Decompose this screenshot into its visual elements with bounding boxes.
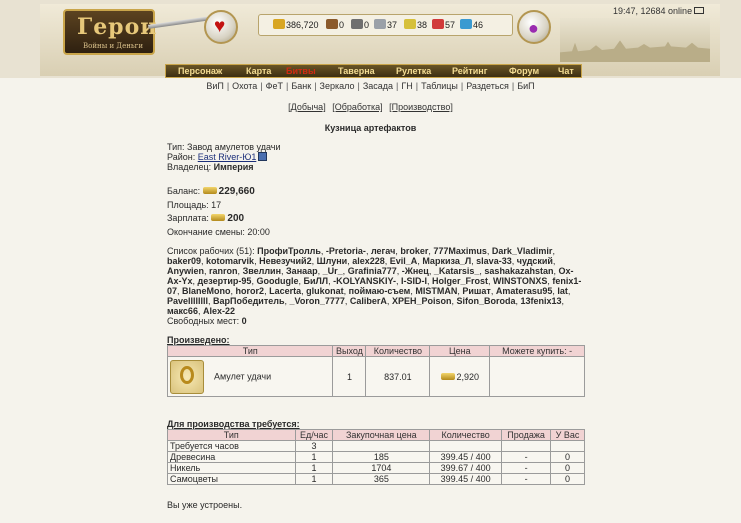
worker-name[interactable]: Sifon_Boroda [456,296,516,306]
worker-name[interactable]: поймаю-съем [348,286,411,296]
main-nav [165,64,582,78]
salary-row: Зарплата: 200 [167,213,245,224]
worker-name[interactable]: БиЛЛ [303,276,329,286]
gold-icon [441,373,455,380]
logo-subtitle: Войны и Деньги [83,42,144,50]
castle-illustration [560,18,710,62]
resource-gems: 46 [460,19,483,30]
worker-name[interactable]: MISTMAN [415,286,458,296]
employment-status: Вы уже устроены. [167,500,243,510]
game-header [0,0,741,78]
worker-name[interactable]: sashakazahstan [484,266,554,276]
balance-row: Баланс: 229,660 [167,186,255,197]
col-price: Цена [430,346,490,357]
col-have: У Вас [551,430,585,441]
worker-name[interactable]: ПрофиТролль [257,246,321,256]
worker-name[interactable]: Alex-22 [202,306,235,316]
worker-name[interactable]: -KOLYANSKIY- [333,276,396,286]
monitor-icon[interactable] [694,7,704,14]
table-row: Самоцветы 1 365 399.45 / 400 - 0 [168,474,585,485]
worker-name[interactable]: WINSTONXS [493,276,548,286]
worker-names: ПрофиТролль, -Pretoria-, легач, broker, 777Maximus, Dark_Vladimir, baker09, kotomarvik, Невезучий2, Шлуни, alex228, Evil_A, Маркиза_Л, slava-33, чудский, Anywien, ranron, Звеллин, Занаар, _Ur_, Grafinia777, -Жнец, _Katarsis_, sashakazahstan, Ox-Ax-Yx, дезертир-95, Goodugle, БиЛЛ, -KOLYANSKIY-, I-SID-I, Holger_Frost, WINSTONXS, fenix1-07, BlaneMono, horor2, Lacerta, glukonat, поймаю-съем, MISTMAN, Ришат, Amaterasu95, Iat, Pavellllllll, ВарПобедитель, _Voron_7777, CaliberA, XPEH_Poison, Sifon_Boroda, 13fenix13, макс66, Alex-22 [167,246,582,316]
crystal-icon [432,19,444,29]
worker-name[interactable]: 777Maximus [433,246,487,256]
produced-title: Произведено: [167,335,230,345]
worker-name[interactable]: slava-33 [476,256,512,266]
worker-name[interactable]: Holger_Frost [432,276,489,286]
worker-name[interactable]: Pavellllllll [167,296,209,306]
shift-end-row: Окончание смены: 20:00 [167,227,270,237]
col-quantity: Количество [366,346,430,357]
free-slots-row: Свободных мест: 0 [167,316,247,326]
produced-table [167,345,585,397]
subnav-undress[interactable]: Раздеться [466,81,509,91]
sulfur-icon [404,19,416,29]
wood-icon [326,19,338,29]
worker-name[interactable]: Ox-Ax-Yx [167,266,574,286]
worker-name[interactable]: broker [400,246,429,256]
amulet-icon[interactable] [170,360,204,394]
worker-name[interactable]: Goodugle [256,276,299,286]
production-tabs [0,102,741,112]
subnav-bip[interactable]: БиП [517,81,535,91]
sub-nav: ВиП | Охота | ФеТ | Банк | Зеркало | Засада | ГН | Таблицы | Раздеться | БиП [206,81,535,91]
table-header-row [168,346,585,357]
worker-name[interactable]: Iat [557,286,568,296]
col-sale: Продажа [502,430,551,441]
worker-name[interactable]: _Ur_ [322,266,343,276]
subnav-ambush[interactable]: Засада [362,81,394,91]
ore-icon [351,19,363,29]
col-purchase-price: Закупочная цена [333,430,430,441]
balance-value: 229,660 [218,186,255,197]
resource-crystal: 57 [432,19,455,30]
worker-name[interactable]: дезертир-95 [197,276,252,286]
nav-rating[interactable]: Рейтинг [452,66,488,76]
worker-name[interactable]: Ришат [462,286,491,296]
worker-name[interactable]: ВарПобедитель [213,296,285,306]
owner-row: Владелец: Империя [167,162,254,172]
worker-name[interactable]: _Katarsis_ [433,266,480,276]
worker-name[interactable]: Занаар [286,266,318,276]
subnav-gn[interactable]: ГН [401,81,413,91]
worker-name[interactable]: Anywien [167,266,205,276]
gold-icon [273,19,285,29]
worker-name[interactable]: Маркиза_Л [422,256,472,266]
district-row: Район: East River-Ю1 [167,152,281,162]
gold-icon [211,214,225,221]
worker-name[interactable]: I-SID-I [401,276,427,286]
nav-roulette[interactable]: Рулетка [396,66,432,76]
col-can-buy: Можете купить: - [490,346,585,357]
map-icon[interactable] [258,152,267,161]
required-table [167,429,585,485]
server-clock: 19:47, 12684 online [613,6,704,16]
worker-name[interactable]: Evil_A [389,256,418,266]
gold-icon [203,187,217,194]
worker-name[interactable]: BlaneMono [182,286,231,296]
tab-mining[interactable]: [Добыча] [288,102,326,112]
subnav-tables[interactable]: Таблицы [421,81,458,91]
worker-name[interactable]: Невезучий2 [259,256,312,266]
output-cell: 1 [333,357,366,397]
resource-wood: 0 [326,19,344,30]
tab-processing[interactable]: [Обработка] [332,102,383,112]
table-row: Требуется часов 3 [168,441,585,452]
free-slots-value: 0 [241,316,247,326]
table-row [168,357,585,397]
subnav-fet[interactable]: ФеТ [265,81,284,91]
flask-icon: ● [528,18,539,38]
item-name: Амулет удачи [214,370,272,381]
table-row: Никель 1 1704 399.67 / 400 - 0 [168,463,585,474]
resource-gold: 386,720 [273,19,319,30]
game-logo[interactable] [63,9,158,55]
worker-name[interactable]: Amaterasu95 [495,286,553,296]
mercury-icon [374,19,386,29]
worker-name[interactable]: Grafinia777 [347,266,397,276]
item-cell [168,357,333,397]
can-buy-cell [490,357,585,397]
nav-tavern[interactable]: Таверна [338,66,375,76]
nav-battles[interactable]: Битвы [286,66,316,76]
nav-chat[interactable]: Чат [558,66,574,76]
worker-name[interactable]: Звеллин [242,266,282,276]
owner-name: Империя [213,162,254,172]
price-cell: 2,920 [430,357,490,397]
required-title: Для производства требуется: [167,419,300,429]
resource-ore: 0 [351,19,369,30]
table-row: Древесина 1 185 399.45 / 400 - 0 [168,452,585,463]
tab-production[interactable]: [Производство] [389,102,453,112]
worker-name[interactable]: -Pretoria- [325,246,366,256]
heart-icon: ♥ [214,16,226,37]
nav-map[interactable]: Карта [246,66,272,76]
health-orb[interactable] [204,10,238,44]
table-header-row [168,430,585,441]
subnav-hunt[interactable]: Охота [232,81,258,91]
worker-name[interactable]: Dark_Vladimir [491,246,553,256]
col-type: Тип [168,346,333,357]
gems-icon [460,19,472,29]
mana-orb[interactable] [517,10,551,44]
worker-name[interactable]: 13fenix13 [520,296,562,306]
worker-name[interactable]: макс66 [167,306,198,316]
col-type: Тип [168,430,296,441]
worker-name[interactable]: легач [370,246,396,256]
worker-name[interactable]: CaliberA [349,296,387,306]
district-link[interactable]: East River-Ю1 [197,152,257,162]
resource-mercury: 37 [374,19,397,30]
resource-sulfur: 38 [404,19,427,30]
subnav-mirror[interactable]: Зеркало [319,81,355,91]
worker-name[interactable]: ranron [209,266,238,276]
nav-forum[interactable]: Форум [509,66,540,76]
quantity-cell: 837.01 [366,357,430,397]
logo-title: Герои [77,14,158,40]
col-output: Выход [333,346,366,357]
subnav-vip[interactable]: ВиП [206,81,224,91]
worker-name[interactable]: чудский [516,256,553,266]
resource-bar [258,14,513,36]
worker-name[interactable]: _Voron_7777 [289,296,345,306]
worker-name[interactable]: kotomarvik [206,256,255,266]
worker-name[interactable]: horor2 [235,286,265,296]
worker-name[interactable]: Lacerta [269,286,302,296]
page-title: Кузница артефактов [324,123,417,133]
worker-name[interactable]: baker09 [167,256,202,266]
workers-list: Список рабочих (51): ПрофиТролль, -Pretoria-, легач, broker, 777Maximus, Dark_Vladimir, baker09, kotomarvik, Невезучий2, Шлуни, alex228, Evil_A, Маркиза_Л, slava-33, чудский, Anywien, ranron, Звеллин, Занаар, _Ur_, Grafinia777, -Жнец, _Katarsis_, sashakazahstan, Ox-Ax-Yx, дезертир-95, Goodugle, БиЛЛ, -KOLYANSKIY-, I-SID-I, Holger_Frost, WINSTONXS, fenix1-07, BlaneMono, horor2, Lacerta, glukonat, поймаю-съем, MISTMAN, Ришат, Amaterasu95, Iat, Pavellllllll, ВарПобедитель, _Voron_7777, CaliberA, XPEH_Poison, Sifon_Boroda, 13fenix13, макс66, Alex-22 Свободных мест: 0 [167,246,587,326]
area-row: Площадь: 17 [167,200,222,210]
nav-character[interactable]: Персонаж [178,66,223,76]
worker-name[interactable]: alex228 [352,256,385,266]
facility-info [167,142,281,172]
col-quantity: Количество [430,430,502,441]
subnav-bank[interactable]: Банк [291,81,312,91]
salary-value: 200 [227,213,245,224]
col-unit: Ед/час [295,430,333,441]
finance-info [167,186,270,237]
worker-name[interactable]: -Жнец [401,266,429,276]
facility-type: Тип: Завод амулетов удачи [167,142,281,152]
worker-name[interactable]: fenix1-07 [167,276,582,296]
worker-name[interactable]: Шлуни [316,256,348,266]
worker-name[interactable]: XPEH_Poison [391,296,452,306]
worker-name[interactable]: glukonat [306,286,344,296]
